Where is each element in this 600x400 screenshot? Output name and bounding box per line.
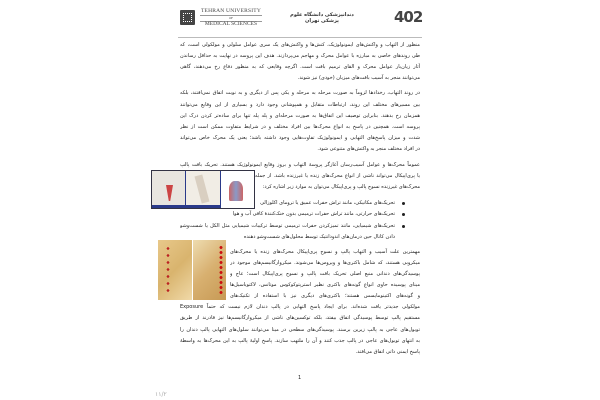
- paragraph-line: در افراد مختلف منجر به واکنش‌های متنوعی شود.: [317, 146, 420, 152]
- paragraph-line: می‌توانند منجر به آسیب بافت‌های میزبان (خودی) نیز شوند.: [297, 75, 420, 81]
- paragraph-line: بین مسیرهای مختلف این روند، ارتباطات متقابل و همپوشانی وجود دارد و بسیاری از این وقایع می‌توانند: [180, 102, 420, 108]
- paragraph-line: در روند التهاب، رخدادها لزوماً به صورت مرحله به مرحله و یکی پس از دیگری و به نوبت اتفاق نمی‌افتند، بلکه: [180, 90, 420, 96]
- paragraph-line: مینای پوسیده حاوی انواع گونه‌های باکتری نظیر استرپتوکوکوس موتانس، لاکتوباسیل‌ها: [230, 282, 420, 288]
- paragraph-line: توبول‌های عاجی به پالپ زیرین برسند. پوسیدگی‌های سطحی در مینا می‌توانند سلول‌های التهابی پالپ دندان را: [180, 327, 420, 333]
- histology-panel-left: [158, 240, 192, 300]
- paragraph-line: محرک‌های غیرزنده نسوج پالپ و پری‌اپیکال می‌توان به موارد زیر اشاره کرد:: [262, 184, 420, 190]
- university-line1: TEHRAN UNIVERSITY: [200, 8, 262, 14]
- paragraph-line: شدت و میزان پاسخ‌های التهابی و ایمونولوژیک تفاوت‌هایی وجود داشته باشد؛ یعنی یک محرک خاص می‌تواند: [180, 135, 420, 141]
- page-number: 1: [298, 375, 302, 381]
- paragraph-line: و گونه‌های اکتینومایسس هستند؛ باکتری‌های دیگری نیز با استفاده از تکنیک‌های: [230, 293, 420, 299]
- bullet-icon: [402, 225, 405, 228]
- paragraph-line: مستقیم پالپ توسط پوسیدگی اتفاق بیفتد، بلکه توکسین‌های ناشی از میکروارگانیسم‌ها نیز قادرند از طریق: [180, 315, 420, 321]
- paragraph-line: مهمترین علت آسیب و التهاب پالپ و نسوج پری‌اپیکال محرک‌های زنده یا محرک‌های: [230, 249, 420, 255]
- paragraph-line: پروسه است. همچنین در پاسخ به انواع محرک‌ها بین افراد مختلف و در شرایط متفاوت ممکن است از نظر: [180, 124, 420, 130]
- histology-figure: [158, 240, 226, 300]
- paragraph-line: مولکولی جدیدتر یافت شده‌اند. برای ایجاد پاسخ التهابی در پالپ دندان لازم نیست که حتماً Exposure: [180, 304, 420, 310]
- bullet-icon: [402, 202, 405, 205]
- bullet-item: تحریک‌های شیمیایی، مانند تمیزکردن حفرات ترمیمی توسط ترکیبات شیمیایی مثل الکل یا شست‌وشو: [180, 223, 395, 229]
- paragraph-line: میکروبی هستند، که شامل باکتری‌ها و ویروس‌ها می‌شوند. میکروارگانیسم‌های موجود در: [230, 260, 420, 266]
- university-of: OF: [229, 15, 233, 20]
- paragraph-line: طی روندهای خاصی به مبارزه با عوامل محرک و مهاجم می‌پردازند. هدف این پروسه در نهایت به حداقل رساندن: [180, 53, 420, 59]
- bullet-icon: [402, 213, 405, 216]
- paragraph-line: به انتهای توبول‌های عاجی در پالپ جذب کنند و آن را ملتهب سازند. پاسخ اولیهٔ پالپ به این محرک‌ها به واسطهٔ: [180, 338, 420, 344]
- paragraph-line: آثار زیان‌بار عوامل محرک و القای ترمیم بافت است. اگرچه وقایعی که به منظور دفاع رخ می‌دهند، گاهی: [180, 64, 420, 70]
- page-indicator: ۱۱/۲: [155, 391, 167, 398]
- bullet-item-continuation: دادن کانال حین درمان‌های اندودانتیک توسط محلول‌های شست‌وشو دهنده: [243, 234, 395, 240]
- university-name: [200, 9, 262, 28]
- faculty-title: دندانپزشکی دانشگاه علوم پزشکی تهران: [290, 12, 354, 24]
- histology-panel-right: [193, 240, 227, 300]
- university-line2: MEDICAL SCIENCES: [200, 21, 262, 28]
- paragraph-line: یا پری‌اپیکال می‌تواند ناشی از انواع محرک‌های زنده یا غیرزنده باشد. از جمله: [255, 173, 420, 179]
- bullet-item: تحریک‌های مکانیکی، مانند تراش حفرات عمیق یا ترومای اکلوزالی: [260, 200, 395, 206]
- university-seal-logo: [180, 10, 195, 25]
- paragraph-line: منظور از التهاب و واکنش‌های ایمونولوژیک، کنش‌ها و واکنش‌های یک سری عوامل سلولی و مولکولی است، که: [180, 42, 420, 48]
- paragraph-line: پوسیدگی‌های دندانی منبع اصلی تحریک بافت پالپ و نسوج پری‌اپیکال است؛ عاج و: [230, 271, 420, 277]
- paragraph-line: عموماً محرک‌ها و عوامل آسیب‌رسان آغازگر پروسهٔ التهاب و بروز وقایع ایمونولوژیک هستند. تحریک بافت پالپ: [180, 162, 420, 168]
- paragraph-line: پاسخ ایمنی ذاتی اتفاق می‌افتد.: [355, 349, 420, 355]
- header-divider: [178, 37, 422, 38]
- brand-logo: 402: [394, 8, 423, 26]
- paragraph-line: همزمان رخ بدهند. بنابراین توصیف این اتفاق‌ها به صورت مرحله‌ای و پله پله تنها برای ساده‌تر کردن درک این: [180, 113, 420, 119]
- bullet-item: تحریک‌های حرارتی، مانند تراش حفرات ترمیمی بدون خنک‌کنندهٔ کافی آب و هوا: [232, 211, 395, 217]
